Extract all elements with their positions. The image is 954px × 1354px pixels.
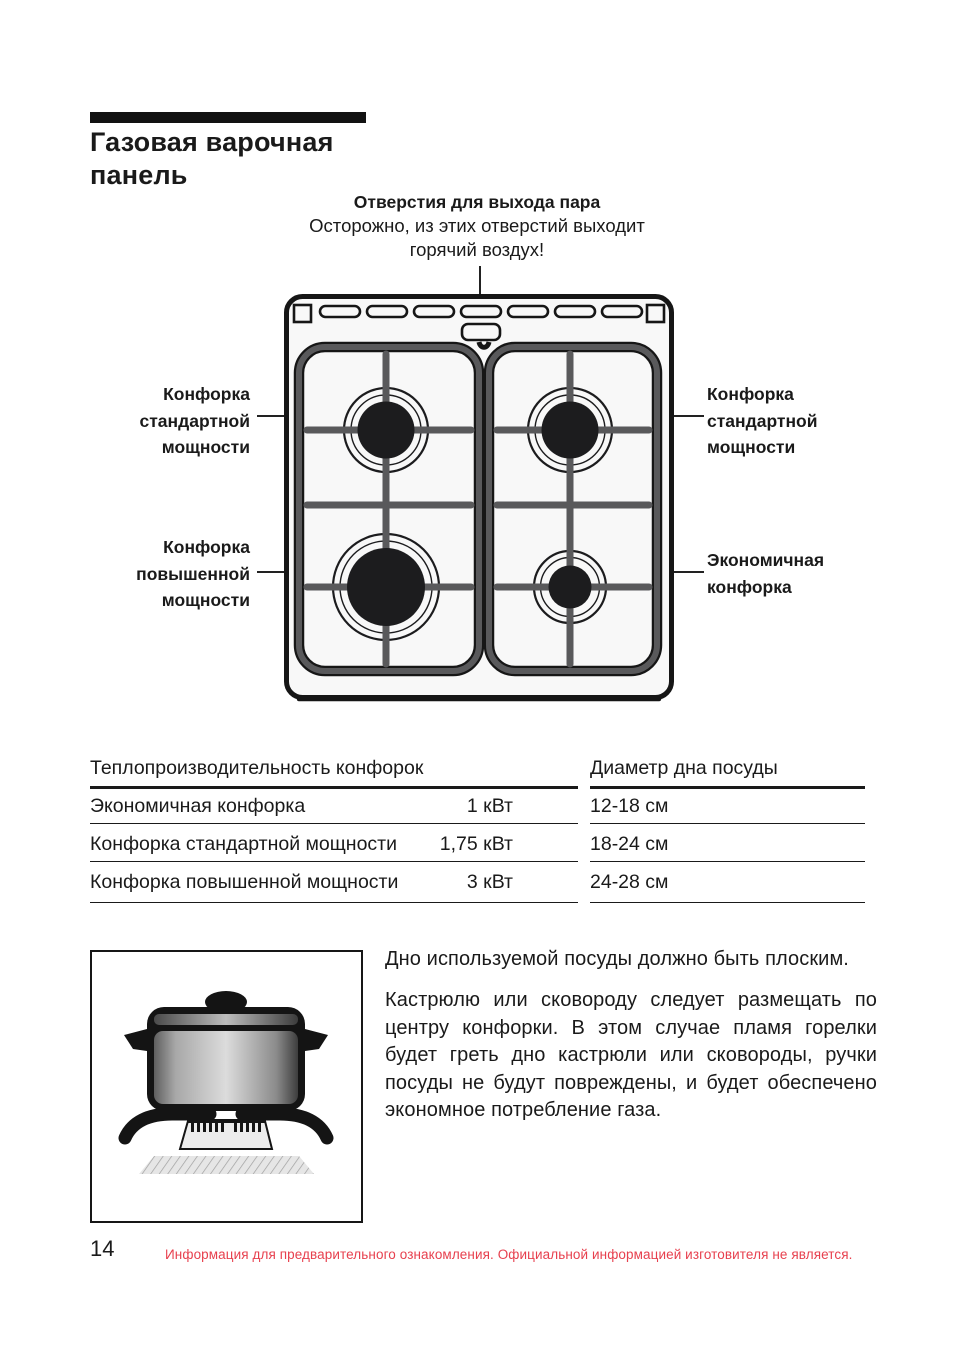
table-rule — [90, 823, 578, 824]
paragraph-flat-bottom: Дно используемой посуды должно быть плоским. — [385, 948, 849, 970]
footer-disclaimer: Информация для предварительного ознакомления. Официальной информацией изготовителя не является. — [165, 1247, 853, 1262]
table-rule — [90, 902, 578, 903]
burner-spec-table — [90, 750, 865, 912]
cooktop-diagram-icon — [283, 293, 675, 705]
table-rule — [590, 823, 865, 824]
burner-name: Конфорка повышенной мощности — [90, 871, 399, 893]
title-accent-bar — [90, 112, 366, 123]
burner-diameter: 18-24 см — [590, 833, 669, 855]
table-header-pan-diameter: Диаметр дна посуды — [590, 757, 778, 779]
label-economy-burner: Экономичная конфорка — [707, 550, 825, 597]
burner-power: 3 кВт — [466, 871, 513, 893]
burner-diameter: 12-18 см — [590, 795, 669, 817]
burner-diameter: 24-28 см — [590, 871, 669, 893]
table-rule — [590, 902, 865, 903]
page-title: Газовая варочная панель — [90, 127, 334, 190]
table-rule — [90, 786, 578, 789]
burner-name: Конфорка стандартной мощности — [90, 833, 397, 855]
label-standard-burner-right: Конфорка стандартной мощности — [707, 384, 818, 457]
body-text — [385, 946, 877, 1138]
table-rule — [90, 861, 578, 862]
table-rule — [590, 861, 865, 862]
page-number: 14 — [90, 1236, 115, 1261]
burner-name: Экономичная конфорка — [90, 795, 306, 817]
table-header-heat-output: Теплопроизводительность конфорок — [90, 757, 424, 779]
paragraph-center-pan: Кастрюлю или сковороду следует размещать по центру конфорки. В этом случае пламя горелки будет греть дно кастрюли или сковороды, ручки посуды не будут повреждены, и будет обеспечено экономное потребление газа. — [385, 989, 877, 1122]
table-rule — [590, 786, 865, 789]
steam-vents-title: Отверстия для выхода пара — [353, 192, 601, 212]
burner-power: 1 кВт — [466, 795, 513, 817]
steam-vents-caption — [277, 191, 677, 261]
steam-vents-warning: Осторожно, из этих отверстий выходит горячий воздух! — [309, 215, 645, 260]
label-high-power-burner: Конфорка повышенной мощности — [136, 537, 250, 610]
label-standard-burner-left: Конфорка стандартной мощности — [139, 384, 250, 457]
burner-power: 1,75 кВт — [439, 833, 513, 855]
pot-on-burner-icon — [90, 950, 363, 1223]
